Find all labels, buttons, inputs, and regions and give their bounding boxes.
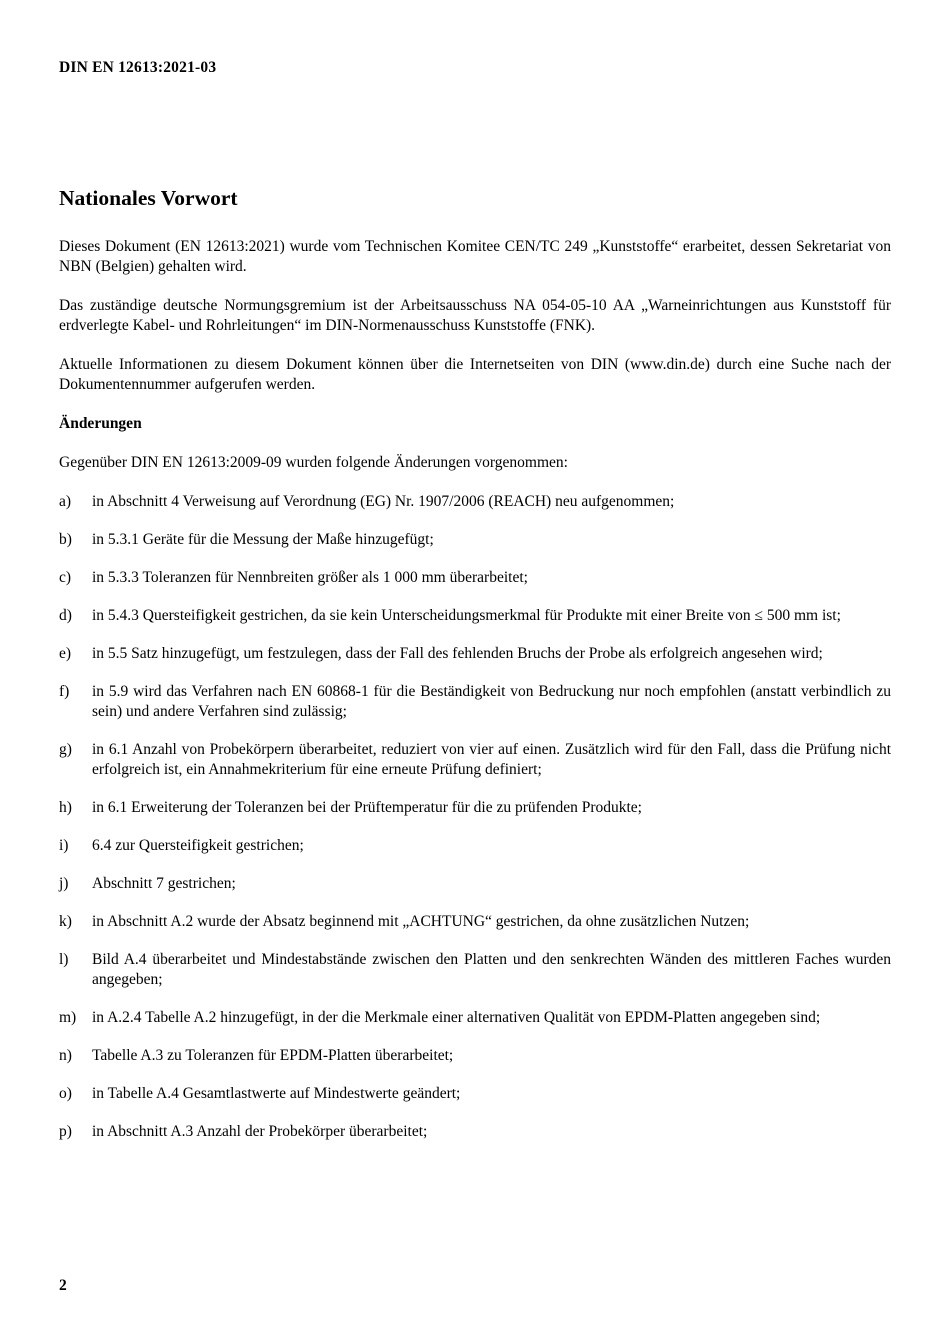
list-item-label: p) <box>59 1123 72 1140</box>
list-item-label: k) <box>59 913 72 930</box>
list-item <box>59 682 891 722</box>
list-item <box>59 1122 891 1142</box>
list-item <box>59 740 891 780</box>
list-item-text: in 5.5 Satz hinzugefügt, um festzulegen, dass der Fall des fehlenden Bruchs der Probe als erfolgreich angesehen wird; <box>92 645 823 662</box>
list-item-text: in 6.1 Anzahl von Probekörpern überarbeitet, reduziert von vier auf einen. Zusätzlich wird für den Fall, dass die Prüfung nicht erfolgreich ist, ein Annahmekriterium für eine erneute Prüfung definiert; <box>92 741 891 778</box>
list-item-text: Tabelle A.3 zu Toleranzen für EPDM-Platten überarbeitet; <box>92 1047 454 1064</box>
list-item <box>59 644 891 664</box>
list-item-text: in 6.1 Erweiterung der Toleranzen bei der Prüftemperatur für die zu prüfenden Produkte; <box>92 799 642 816</box>
list-item <box>59 836 891 856</box>
list-item-text: in Abschnitt 4 Verweisung auf Verordnung (EG) Nr. 1907/2006 (REACH) neu aufgenommen; <box>92 493 675 510</box>
list-item-text: in Abschnitt A.2 wurde der Absatz beginnend mit „ACHTUNG“ gestrichen, da ohne zusätzlichen Nutzen; <box>92 913 750 930</box>
list-item-label: f) <box>59 683 70 700</box>
intro-paragraph: Das zuständige deutsche Normungsgremium ist der Arbeitsausschuss NA 054-05-10 AA „Warneinrichtungen aus Kunststoff für erdverlegte Kabel- und Rohrleitungen“ im DIN-Normenausschuss Kunststoffe (FNK). <box>59 297 891 334</box>
list-item-text: in 5.3.1 Geräte für die Messung der Maße hinzugefügt; <box>92 531 434 548</box>
list-item-label: o) <box>59 1085 72 1102</box>
list-item-label: n) <box>59 1047 72 1064</box>
list-item <box>59 530 891 550</box>
list-item <box>59 492 891 512</box>
list-item <box>59 912 891 932</box>
list-item-text: in A.2.4 Tabelle A.2 hinzugefügt, in der die Merkmale einer alternativen Qualität von EPDM-Platten angegeben sind; <box>92 1009 821 1026</box>
list-item <box>59 1046 891 1066</box>
list-item-label: m) <box>59 1009 77 1026</box>
list-item <box>59 606 891 626</box>
list-item <box>59 1008 891 1028</box>
list-item-label: j) <box>59 875 69 892</box>
changes-section-intro: Gegenüber DIN EN 12613:2009-09 wurden folgende Änderungen vorgenommen: <box>59 454 568 471</box>
intro-paragraph: Dieses Dokument (EN 12613:2021) wurde vom Technischen Komitee CEN/TC 249 „Kunststoffe“ erarbeitet, dessen Sekretariat von NBN (Belgien) gehalten wird. <box>59 238 891 275</box>
list-item-label: g) <box>59 741 72 758</box>
list-item-text: in Abschnitt A.3 Anzahl der Probekörper überarbeitet; <box>92 1123 428 1140</box>
changes-section-heading: Änderungen <box>59 415 142 432</box>
list-item-text: in 5.4.3 Quersteifigkeit gestrichen, da sie kein Unterscheidungsmerkmal für Produkte mit einer Breite von ≤ 500 mm ist; <box>92 607 841 624</box>
list-item-text: in 5.9 wird das Verfahren nach EN 60868-1 für die Beständigkeit von Bedruckung nur noch empfohlen (anstatt verbindlich zu sein) und andere Verfahren sind zulässig; <box>92 683 891 720</box>
list-item-text: in 5.3.3 Toleranzen für Nennbreiten größer als 1 000 mm überarbeitet; <box>92 569 528 586</box>
list-item-text: 6.4 zur Quersteifigkeit gestrichen; <box>92 837 304 854</box>
list-item-text: in Tabelle A.4 Gesamtlastwerte auf Mindestwerte geändert; <box>92 1085 461 1102</box>
list-item-label: c) <box>59 569 72 586</box>
page-title: Nationales Vorwort <box>59 186 238 210</box>
list-item <box>59 568 891 588</box>
list-item <box>59 950 891 990</box>
document-number-header: DIN EN 12613:2021-03 <box>59 59 217 76</box>
intro-paragraph: Aktuelle Informationen zu diesem Dokument können über die Internetseiten von DIN (www.din.de) durch eine Suche nach der Dokumentennummer aufgerufen werden. <box>59 356 891 393</box>
list-item-label: h) <box>59 799 72 816</box>
list-item <box>59 798 891 818</box>
list-item-label: b) <box>59 531 72 548</box>
list-item-label: i) <box>59 837 69 854</box>
page-number: 2 <box>59 1277 67 1294</box>
list-item <box>59 1084 891 1104</box>
list-item-label: a) <box>59 493 72 510</box>
list-item <box>59 874 891 894</box>
list-item-label: e) <box>59 645 72 662</box>
list-item-label: d) <box>59 607 72 624</box>
list-item-label: l) <box>59 951 69 968</box>
changes-list <box>59 492 891 1142</box>
list-item-text: Abschnitt 7 gestrichen; <box>92 875 236 892</box>
list-item-text: Bild A.4 überarbeitet und Mindestabstände zwischen den Platten und den senkrechten Wänden des mittleren Faches wurden angegeben; <box>92 951 891 988</box>
